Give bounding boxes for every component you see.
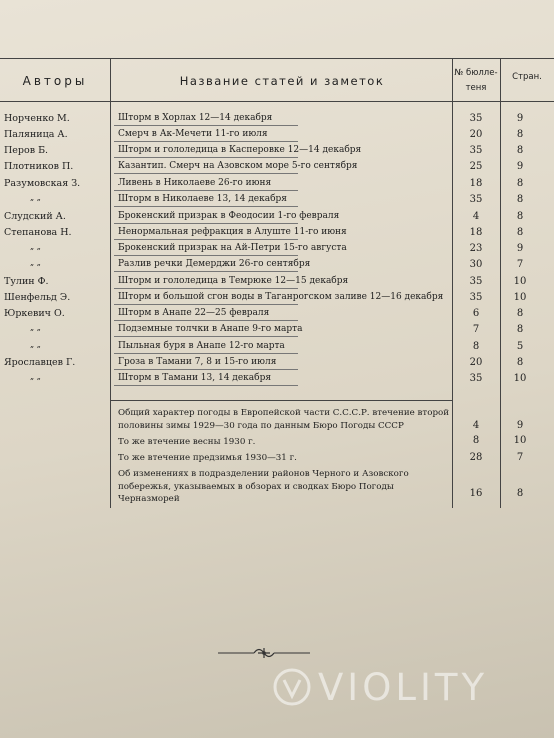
page-number: 9: [516, 113, 524, 124]
page-number: 10: [513, 373, 527, 384]
author-ditto: „ „: [30, 323, 41, 332]
bulletin-number: 18: [469, 227, 483, 238]
page-number: 9: [516, 161, 524, 172]
bulletin-number: 35: [469, 145, 483, 156]
article-title: Брокенский призрак на Ай-Петри 15-го августа: [118, 243, 347, 253]
watermark-logo-icon: [272, 667, 312, 707]
author-name: Плотников П.: [4, 161, 74, 172]
page-number: 9: [516, 243, 524, 254]
bulletin-number: 7: [472, 324, 480, 335]
page-number: 8: [516, 324, 524, 335]
header-authors: Авторы: [22, 74, 88, 88]
row-underline: [114, 353, 298, 354]
row-underline: [114, 173, 298, 174]
row-underline: [114, 190, 298, 191]
row-underline: [114, 157, 298, 158]
bulletin-number: 8: [472, 341, 480, 352]
article-title: Смерч в Ак-Мечети 11-го июля: [118, 129, 268, 139]
header-bulletin-num: № бюлле- теня: [454, 68, 498, 93]
bulletin-number: 35: [469, 113, 483, 124]
page-number: 8: [516, 194, 524, 205]
article-title: Шторм в Тамани 13, 14 декабря: [118, 373, 272, 383]
article-title: Шторм и гололедица в Касперовке 12—14 декабря: [118, 145, 362, 155]
bulletin-number: 35: [469, 194, 483, 205]
page-number: 5: [516, 341, 524, 352]
author-name: Юркевич О.: [4, 308, 65, 319]
bulletin-number: 30: [469, 259, 483, 270]
author-ditto: „ „: [30, 258, 41, 267]
author-ditto: „ „: [30, 340, 41, 349]
author-ditto: „ „: [30, 372, 41, 381]
page-number: 8: [516, 129, 524, 140]
article-title: Шторм в Анапе 22—25 февраля: [118, 308, 270, 318]
row-underline: [114, 223, 298, 224]
article-title: Брокенский призрак в Феодосии 1-го февраля: [118, 211, 340, 221]
bulletin-number: 25: [469, 161, 483, 172]
author-name: Перов Б.: [4, 145, 49, 156]
row-underline: [114, 336, 298, 337]
article-title: Пыльная буря в Анапе 12-го марта: [118, 341, 285, 351]
author-name: Слудский А.: [4, 211, 66, 222]
header-page: Стран.: [512, 72, 542, 82]
general-title: То же втечение предзимья 1930—31 г.: [118, 453, 297, 463]
row-underline: [114, 239, 298, 240]
author-name: Шенфельд Э.: [4, 292, 71, 303]
bulletin-number: 23: [469, 243, 483, 254]
author-name: Разумовская З.: [4, 178, 81, 189]
page-number: 8: [516, 488, 524, 499]
page-number: 7: [516, 452, 524, 463]
col-divider-1: [110, 58, 111, 508]
general-title: То же втечение весны 1930 г.: [118, 437, 256, 447]
bulletin-number: 18: [469, 178, 483, 189]
author-name: Тулин Ф.: [4, 276, 49, 287]
author-name: Паляница А.: [4, 129, 68, 140]
page-number: 7: [516, 259, 524, 270]
bulletin-number: 35: [469, 276, 483, 287]
article-title: Казантип. Смерч на Азовском море 5-го сентября: [118, 161, 358, 171]
row-underline: [114, 385, 298, 386]
bulletin-number: 16: [469, 488, 483, 499]
bulletin-number: 20: [469, 357, 483, 368]
page-number: 8: [516, 227, 524, 238]
article-title: Ненормальная рефракция в Алуште 11-го июня: [118, 227, 347, 237]
article-title: Шторм в Николаеве 13, 14 декабря: [118, 194, 287, 204]
page-number: 8: [516, 308, 524, 319]
header-rule: [0, 101, 554, 102]
watermark-text: VIOLITY: [318, 666, 489, 709]
page-number: 8: [516, 145, 524, 156]
row-underline: [114, 125, 298, 126]
article-title: Подземные толчки в Анапе 9-го марта: [118, 324, 303, 334]
row-underline: [114, 304, 298, 305]
bulletin-number: 35: [469, 292, 483, 303]
bulletin-number: 35: [469, 373, 483, 384]
bulletin-number: 20: [469, 129, 483, 140]
page-number: 8: [516, 211, 524, 222]
row-underline: [114, 206, 298, 207]
page-number: 9: [516, 420, 524, 431]
row-underline: [114, 271, 298, 272]
article-title: Ливень в Николаеве 26-го июня: [118, 178, 272, 188]
author-ditto: „ „: [30, 193, 41, 202]
author-name: Ярославцев Г.: [4, 357, 76, 368]
article-title: Разлив речки Демерджи 26-го сентября: [118, 259, 311, 269]
top-rule: [0, 58, 554, 59]
page-number: 10: [513, 435, 527, 446]
bulletin-number: 4: [472, 211, 480, 222]
article-title: Гроза в Тамани 7, 8 и 15-го июля: [118, 357, 277, 367]
row-underline: [114, 288, 298, 289]
author-ditto: „ „: [30, 242, 41, 251]
page-number: 8: [516, 178, 524, 189]
row-underline: [114, 141, 298, 142]
bulletin-number: 6: [472, 308, 480, 319]
page-number: 10: [513, 276, 527, 287]
article-title: Шторм в Хорлах 12—14 декабря: [118, 113, 273, 123]
row-underline: [114, 320, 298, 321]
bulletin-number: 28: [469, 452, 483, 463]
author-name: Норченко М.: [4, 113, 70, 124]
bulletin-number: 4: [472, 420, 480, 431]
general-title: Общий характер погоды в Европейской части С.С.С.Р. втечение второй половины зимы 1929—30 года по данным Бюро Погоды СССР: [118, 408, 450, 431]
section-rule: [110, 400, 452, 401]
general-title: Об изменениях в подразделении районов Черного и Азовского побережья, указываемых в обзорах и сводках Бюро Погоды Черназморей: [118, 469, 409, 504]
author-name: Степанова Н.: [4, 227, 72, 238]
ornament-icon: [218, 646, 310, 660]
row-underline: [114, 369, 298, 370]
page-number: 10: [513, 292, 527, 303]
page-number: 8: [516, 357, 524, 368]
row-underline: [114, 255, 298, 256]
article-title: Шторм и гололедица в Темрюке 12—15 декабря: [118, 276, 349, 286]
article-title: Шторм и большой сгон воды в Таганрогском заливе 12—16 декабря: [118, 292, 444, 302]
header-titles: Название статей и заметок: [179, 74, 385, 88]
bulletin-number: 8: [472, 435, 480, 446]
